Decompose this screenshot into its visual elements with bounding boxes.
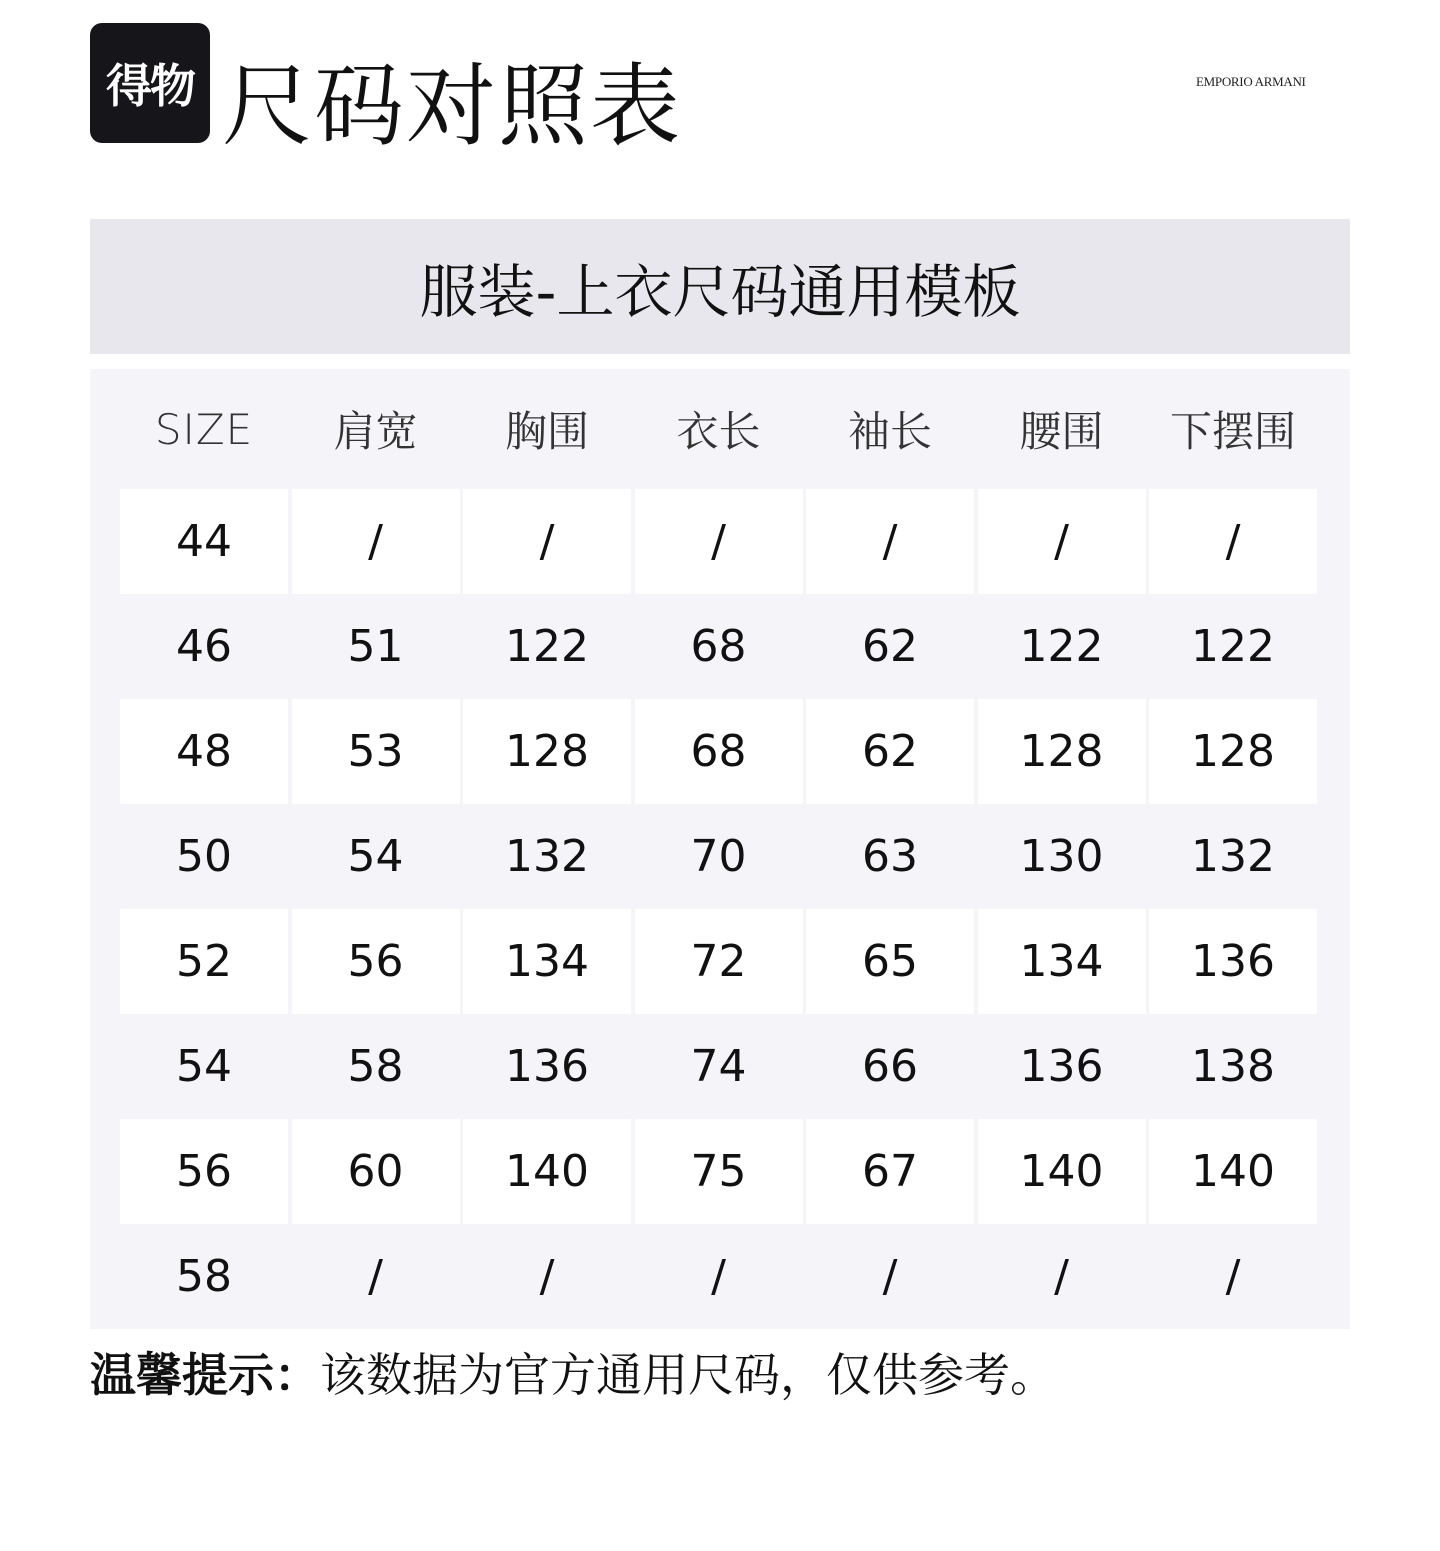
table-cell: 48 <box>120 699 288 804</box>
table-cell: 60 <box>292 1119 460 1224</box>
table-cell: 132 <box>1191 831 1275 882</box>
brand-logo <box>1196 74 1306 90</box>
table-cell: 140 <box>978 1119 1146 1224</box>
table-cell: 51 <box>347 621 404 672</box>
table-cell: / <box>292 489 460 594</box>
table-cell: 140 <box>1149 1119 1317 1224</box>
table-cell: / <box>539 1251 555 1302</box>
table-cell: 74 <box>690 1041 747 1092</box>
table-cell: 63 <box>862 831 918 882</box>
table-row <box>120 804 1321 909</box>
column-header-sleeve: 袖长 <box>847 407 932 456</box>
table-row <box>120 699 1321 804</box>
table-cell: 44 <box>120 489 288 594</box>
table-cell: 138 <box>1191 1041 1275 1092</box>
table-cell: 56 <box>292 909 460 1014</box>
table-row <box>120 1014 1321 1119</box>
table-cell: 52 <box>120 909 288 1014</box>
table-row <box>120 909 1321 1014</box>
table-cell: 58 <box>176 1251 232 1302</box>
table-cell: / <box>368 1251 383 1302</box>
warm-tip <box>90 1345 1056 1405</box>
table-cell: 122 <box>1191 621 1275 672</box>
table-cell: 140 <box>463 1119 631 1224</box>
column-header-chest: 胸围 <box>504 407 589 456</box>
table-cell: 58 <box>347 1041 404 1092</box>
table-cell: 122 <box>1019 621 1104 672</box>
table-cell: 56 <box>120 1119 288 1224</box>
dewu-logo <box>90 23 210 143</box>
table-cell: / <box>1149 489 1317 594</box>
tip-text: 该数据为官方通用尺码，仅供参考。 <box>320 1348 1056 1402</box>
table-row <box>120 1119 1321 1224</box>
table-cell: 65 <box>806 909 974 1014</box>
table-cell: 134 <box>978 909 1146 1014</box>
table-cell: 75 <box>635 1119 803 1224</box>
table-cell: 50 <box>176 831 232 882</box>
table-cell: / <box>635 489 803 594</box>
table-cell: 68 <box>635 699 803 804</box>
column-header-size: SIZE <box>154 404 254 454</box>
table-cell: 54 <box>176 1041 232 1092</box>
table-cell: 136 <box>505 1041 589 1092</box>
table-cell: 72 <box>635 909 803 1014</box>
table-cell: 128 <box>463 699 631 804</box>
page-title: 尺码对照表 <box>222 54 682 159</box>
tip-label: 温馨提示： <box>90 1348 320 1402</box>
table-cell: / <box>882 1251 898 1302</box>
table-cell: 136 <box>1019 1041 1104 1092</box>
logo-text: 得物 <box>106 59 194 113</box>
table-cell: / <box>806 489 974 594</box>
table-cell: 46 <box>176 621 232 672</box>
table-cell: / <box>978 489 1146 594</box>
column-header-waist: 腰围 <box>1019 407 1104 456</box>
table-row <box>120 1224 1321 1329</box>
table-cell: 132 <box>505 831 589 882</box>
table-cell: / <box>711 1251 726 1302</box>
table-cell: / <box>463 489 631 594</box>
column-header-length: 衣长 <box>676 407 761 456</box>
table-header-row <box>120 369 1321 489</box>
table-row <box>120 594 1321 699</box>
table-cell: 66 <box>862 1041 918 1092</box>
column-header-shoulder: 肩宽 <box>333 407 418 456</box>
table-cell: 128 <box>978 699 1146 804</box>
table-cell: 53 <box>292 699 460 804</box>
table-cell: 136 <box>1149 909 1317 1014</box>
template-title: 服装-上衣尺码通用模板 <box>419 257 1021 326</box>
table-cell: 134 <box>463 909 631 1014</box>
table-cell: 54 <box>347 831 404 882</box>
table-cell: 128 <box>1149 699 1317 804</box>
template-title-banner <box>90 219 1350 354</box>
table-cell: 68 <box>690 621 747 672</box>
table-cell: / <box>1225 1251 1241 1302</box>
table-cell: 130 <box>1019 831 1104 882</box>
size-table <box>90 369 1350 1329</box>
table-cell: 62 <box>806 699 974 804</box>
table-cell: 67 <box>806 1119 974 1224</box>
table-cell: / <box>1054 1251 1069 1302</box>
brand-name: EMPORIO ARMANI <box>1196 74 1306 89</box>
table-cell: 62 <box>862 621 918 672</box>
column-header-hem: 下摆围 <box>1169 407 1296 456</box>
table-cell: 122 <box>505 621 589 672</box>
table-row <box>120 489 1321 594</box>
table-cell: 70 <box>690 831 747 882</box>
